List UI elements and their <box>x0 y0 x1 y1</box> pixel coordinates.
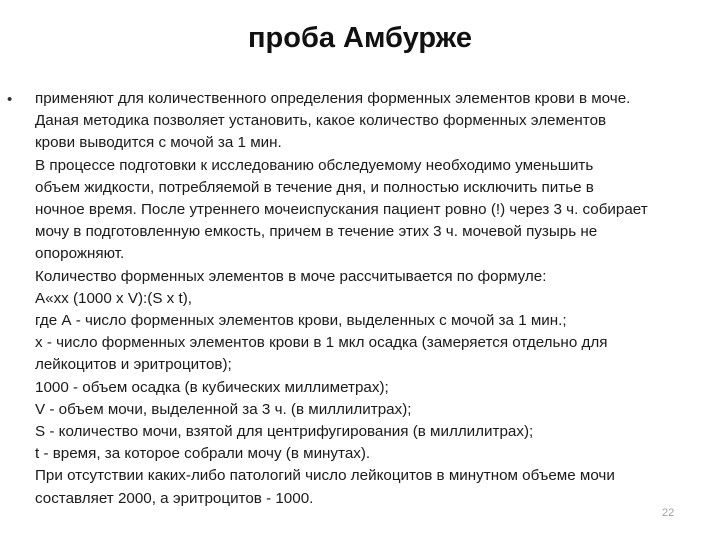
body-line: мочу в подготовленную емкость, причем в течение этих 3 ч. мочевой пузырь не <box>35 223 598 241</box>
body-line: где А - число форменных элементов крови, выделенных с мочой за 1 мин.; <box>35 312 567 330</box>
body-line: х - число форменных элементов крови в 1 мкл осадка (замеряется отдельно для <box>35 334 608 352</box>
body-line: S - количество мочи, взятой для центрифугирования (в миллилитрах); <box>35 423 534 441</box>
body-line: При отсутствии каких-либо патологий число лейкоцитов в минутном объеме мочи <box>35 467 615 485</box>
body-line: Даная методика позволяет установить, какое количество форменных элементов <box>35 112 607 130</box>
body-line: лейкоцитов и эритроцитов); <box>35 356 232 374</box>
body-line: объем жидкости, потребляемой в течение дня, и полностью исключить питье в <box>35 178 594 196</box>
body-line: t - время, за которое собрали мочу (в минутах). <box>35 445 371 463</box>
body-line: ночное время. После утреннего мочеиспускания пациент ровно (!) через 3 ч. собирает <box>35 201 648 219</box>
body-line: V - объем мочи, выделенной за 3 ч. (в миллилитрах); <box>35 400 412 418</box>
body-line: применяют для количественного определения форменных элементов крови в моче. <box>35 90 631 107</box>
body-line: В процессе подготовки к исследованию обследуемому необходимо уменьшить <box>35 156 594 174</box>
body-line: крови выводится с мочой за 1 мин. <box>35 134 282 152</box>
page-number: 22 <box>662 507 675 519</box>
body-line: составляет 2000, а эритроцитов - 1000. <box>35 489 314 507</box>
slide-body <box>35 88 715 510</box>
body-line: опорожняют. <box>35 245 125 263</box>
body-line: Количество форменных элементов в моче рассчитывается по формуле: <box>35 267 547 285</box>
formula-line: А«хх (1000 х V):(S х t), <box>35 289 192 307</box>
bullet-marker: • <box>7 91 13 108</box>
body-line: 1000 - объем осадка (в кубических миллиметрах); <box>35 378 389 396</box>
slide-title: проба Амбурже <box>248 22 472 54</box>
